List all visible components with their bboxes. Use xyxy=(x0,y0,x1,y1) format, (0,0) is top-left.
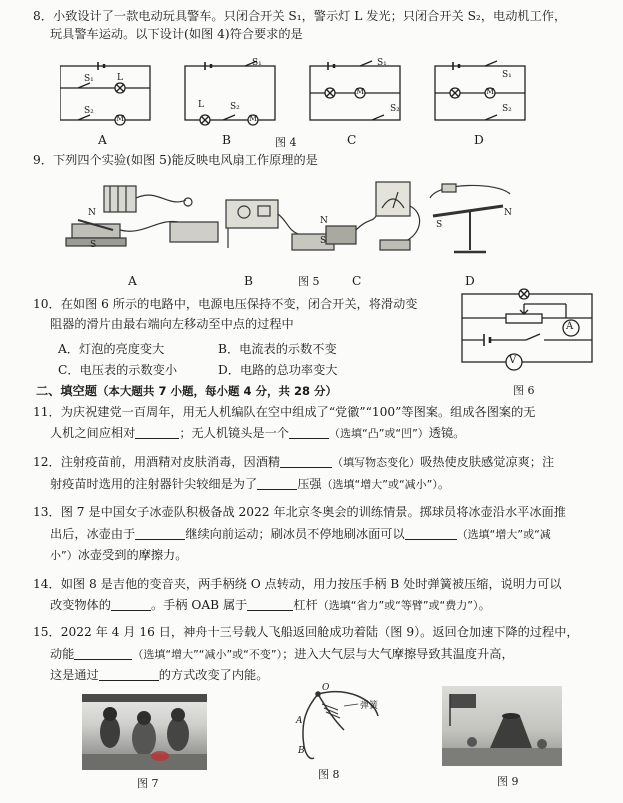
experiment-c xyxy=(326,182,420,250)
q9-figure-caption: 图 5 xyxy=(298,275,320,288)
q14-blank-2[interactable] xyxy=(247,598,293,611)
circuit-a-motor-symbol: M xyxy=(116,114,125,123)
q12-line-2: 射疫苗时选用的注射器针尖较细是为了 压强（选填“增大”或“减小”）。 xyxy=(50,477,451,491)
experiment-b xyxy=(226,200,334,250)
exp-d-n-label: N xyxy=(504,208,512,218)
exp-d-s-label: S xyxy=(436,220,443,230)
figure-7-curling-photo xyxy=(82,694,207,770)
figure-8-capo-diagram xyxy=(278,683,388,766)
q13-line-1: 13．图 7 是中国女子冰壶队积极备战 2022 年北京冬奥会的训练情景。掷球员将冰壶沿水平冰面推 xyxy=(33,505,566,519)
q8-option-c: C xyxy=(347,133,357,147)
circuit-a xyxy=(60,62,150,125)
exp-a-s-label: S xyxy=(90,240,97,250)
circuit-b-motor-symbol: M xyxy=(249,114,258,123)
exp-c-s-label: S xyxy=(320,236,327,246)
q15-blank-1[interactable] xyxy=(74,647,132,660)
q9-option-a: A xyxy=(128,274,137,288)
q12-line-1: 12．注射疫苗前，用酒精对皮肤消毒，因酒精 （填写物态变化）吸热使皮肤感觉凉爽；注 xyxy=(33,455,555,469)
figure-8-caption: 图 8 xyxy=(318,768,340,781)
fig8-b-label: B xyxy=(298,746,305,756)
q9-option-d: D xyxy=(465,274,475,288)
q12-blank-2[interactable] xyxy=(257,477,297,490)
q9-line-1: 9．下列四个实验(如图 5)能反映电风扇工作原理的是 xyxy=(33,153,318,167)
circuit-b-s2-label: S₂ xyxy=(230,102,240,112)
q15-blank-2[interactable] xyxy=(99,668,159,681)
circuit-a-lamp-label: L xyxy=(117,73,123,83)
q10-option-b: B．电流表的示数不变 xyxy=(218,342,337,356)
q8-option-d: D xyxy=(474,133,484,147)
circuit-d-s1-label: S₁ xyxy=(502,70,512,80)
figure-6-circuit xyxy=(454,284,604,379)
circuit-b-s1-label: S₁ xyxy=(252,58,262,68)
q8-line-1: 8．小致设计了一款电动玩具警车。只闭合开关 S₁，警示灯 L 发光；只闭合开关 S₂，电动机工作， xyxy=(33,9,567,23)
q15-line-2: 动能 （选填“增大”“减小”或“不变”）；进入大气层与大气摩擦导致其温度升高， xyxy=(50,647,514,661)
q10-line-2: 阻器的滑片由最右端向左移动至中点的过程中 xyxy=(50,317,294,331)
q8-option-a: A xyxy=(98,133,107,147)
circuit-a-s1-label: S₁ xyxy=(84,74,94,84)
q10-option-a: A．灯泡的亮度变大 xyxy=(58,342,165,356)
q11-line-1: 11．为庆祝建党一百周年，用无人机编队在空中组成了“党徽”“100”等图案。组成各图案的无 xyxy=(33,405,536,419)
q10-line-1: 10．在如图 6 所示的电路中，电源电压保持不变，闭合开关，将滑动变 xyxy=(33,297,418,311)
circuit-c-s1-label: S₁ xyxy=(377,58,387,68)
q13-line-2: 出后，冰壶由于 继续向前运动；刷冰员不停地刷冰面可以 （选填“增大”或“减 xyxy=(50,527,551,541)
figure-4-circuits xyxy=(60,58,560,130)
circuit-b xyxy=(185,61,275,125)
q8-option-b: B xyxy=(222,133,231,147)
figure-9-landing-photo xyxy=(442,686,562,766)
q9-option-b: B xyxy=(244,274,253,288)
q11-blank-1[interactable] xyxy=(135,426,179,439)
fig8-o-label: O xyxy=(322,683,330,693)
figure-7-caption: 图 7 xyxy=(137,777,159,790)
exp-c-n-label: N xyxy=(320,216,328,226)
q12-blank-1[interactable] xyxy=(280,455,332,468)
q10-figure-caption: 图 6 xyxy=(513,384,535,397)
section-2-title: 二、填空题 xyxy=(36,384,97,398)
q8-figure-caption: 图 4 xyxy=(275,136,297,149)
circuit-a-s2-label: S₂ xyxy=(84,106,94,116)
section-2-header xyxy=(36,382,337,399)
experiment-d xyxy=(430,184,510,252)
fig8-spring-label: 弹簧 xyxy=(360,701,379,711)
q13-line-3: 小”）冰壶受到的摩擦力。 xyxy=(50,548,188,562)
q11-line-2: 人机之间应相对 ；无人机镜头是一个 （选填“凸”或“凹”）透镜。 xyxy=(50,426,466,440)
q9-option-c: C xyxy=(352,274,362,288)
q14-blank-1[interactable] xyxy=(111,598,151,611)
ammeter-label: A xyxy=(566,321,574,332)
circuit-b-lamp-label: L xyxy=(198,100,204,110)
voltmeter-label: V xyxy=(509,355,517,366)
circuit-d-motor-symbol: M xyxy=(486,87,495,96)
q13-blank-1[interactable] xyxy=(135,527,185,540)
circuit-c xyxy=(310,61,400,120)
section-2-note: （本大题共 7 小题，每小题 4 分，共 28 分） xyxy=(96,384,337,398)
figure-5-experiments xyxy=(58,178,528,270)
q10-option-d: D．电路的总功率变大 xyxy=(218,363,338,377)
circuit-c-s2-label: S₂ xyxy=(390,104,400,114)
q8-line-2: 玩具警车运动。以下设计(如图 4)符合要求的是 xyxy=(50,27,303,41)
q11-blank-2[interactable] xyxy=(289,426,329,439)
circuit-c-motor-symbol: M xyxy=(356,87,365,96)
q14-line-1: 14．如图 8 是吉他的变音夹，两手柄绕 O 点转动，用力按压手柄 B 处时弹簧被压缩，说明力可以 xyxy=(33,577,562,591)
figure-9-caption: 图 9 xyxy=(497,775,519,788)
q13-blank-2[interactable] xyxy=(405,527,457,540)
q15-line-3: 这是通过 的方式改变了内能。 xyxy=(50,668,269,682)
q14-line-2: 改变物体的 。手柄 OAB 属于 杠杆（选填“省力”或“等臂”或“费力”）。 xyxy=(50,598,491,612)
fig8-a-label: A xyxy=(296,716,303,726)
circuit-d-s2-label: S₂ xyxy=(502,104,512,114)
q15-line-1: 15．2022 年 4 月 16 日，神舟十三号载人飞船返回舱成功着陆（图 9）。返回仓加速下降的过程中， xyxy=(33,625,579,639)
q10-option-c: C．电压表的示数变小 xyxy=(58,363,178,377)
exp-a-n-label: N xyxy=(88,208,96,218)
